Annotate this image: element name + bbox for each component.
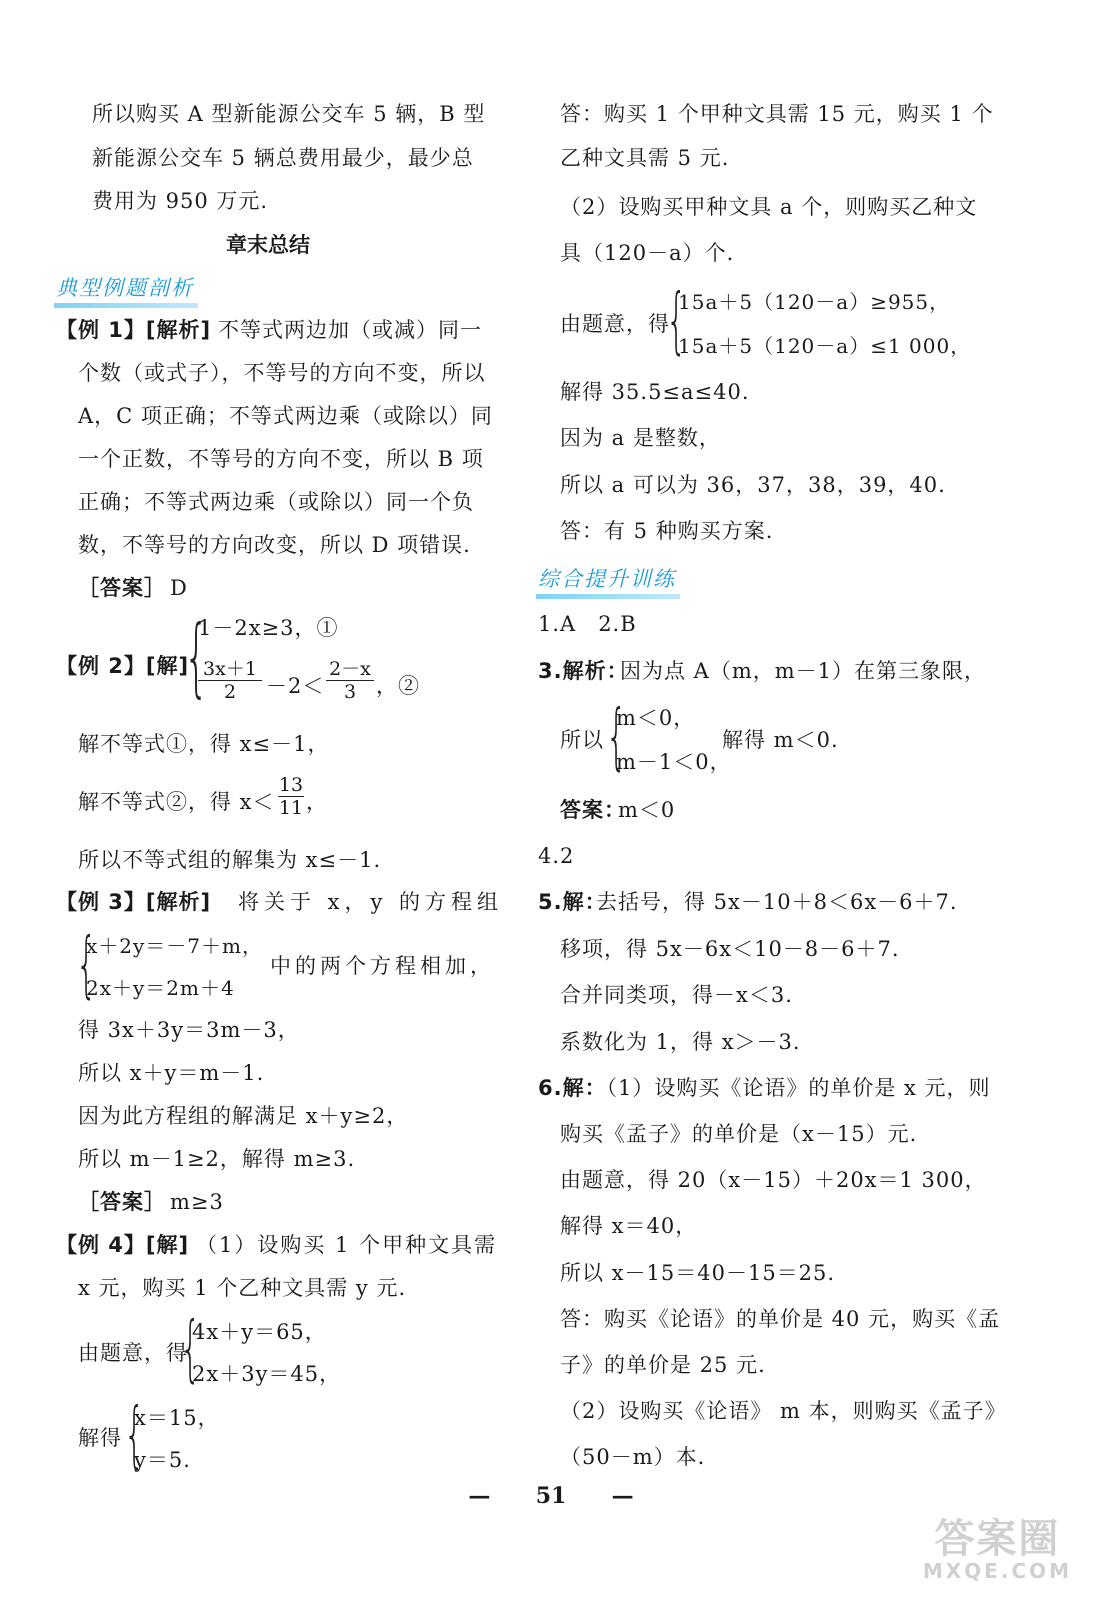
text-line: x 元，购买 1 个乙种文具需 y 元. (78, 1276, 407, 1300)
text-line: （1）设购买 1 个甲种文具需 (196, 1233, 498, 1257)
answer-value: D (170, 576, 188, 600)
text-line: 个数（或式子），不等号的方向不变，所以 (78, 361, 486, 385)
example-label: 【例 2】[解] (56, 654, 190, 678)
text-line: 不等式两边加（或减）同一 (218, 318, 482, 342)
text-line: 解得 x＝40， (560, 1214, 698, 1238)
brace-symbol: { (180, 1306, 201, 1390)
fraction (278, 774, 304, 819)
fraction-numerator: 13 (278, 774, 304, 796)
equation-line: 1－2x≥3，① (198, 616, 339, 640)
text-line: 去括号，得 5x－10＋8＜6x－6＋7. (596, 890, 958, 914)
text-line: 解得 m＜0. (722, 728, 839, 752)
text-line: 所以 x－15＝40－15＝25. (560, 1261, 836, 1285)
page-number-dash: — (611, 1483, 634, 1509)
answer-value: m≥3 (170, 1190, 224, 1214)
page-number (0, 1483, 1102, 1509)
page-number-dash: — (468, 1483, 491, 1509)
text-line: 系数化为 1，得 x＞－3. (560, 1030, 801, 1054)
equation-fragment: ，② (376, 674, 420, 698)
brace-symbol: { (666, 278, 687, 362)
text-line: 解不等式①，得 x≤－1， (78, 732, 330, 756)
text-line: 将关于 x，y 的方程组 (238, 890, 504, 914)
fraction-denominator: 11 (278, 797, 304, 819)
text-line: 具（120－a）个. (560, 241, 735, 265)
text-line: 中的两个方程相加， (270, 954, 495, 978)
text-line: 正确；不等式两边乘（或除以）同一个负 (78, 490, 474, 514)
question-label: 6.解： (538, 1076, 607, 1100)
answer-label: ［答案］ (78, 1190, 166, 1214)
text-line: （2）设购买《论语》 m 本，则购买《孟子》 (560, 1399, 1007, 1423)
question-label: 5.解： (538, 890, 607, 914)
text-line: 新能源公交车 5 辆总费用最少，最少总 (92, 146, 474, 170)
text-line: 子》的单价是 25 元. (560, 1353, 766, 1377)
text-line: 答：有 5 种购买方案. (560, 519, 774, 543)
text-line: （50－m）本. (560, 1445, 706, 1469)
brace-symbol: { (76, 922, 97, 1006)
text-line: 得 3x＋3y＝3m－3， (78, 1018, 300, 1042)
text-line: 由题意，得 (78, 1341, 188, 1365)
section-heading: 典型例题剖析 (56, 272, 194, 302)
text-line: （2）设购买甲种文具 a 个，则购买乙种文 (560, 195, 978, 219)
equation-line: x＋2y＝－7＋m， (86, 934, 263, 958)
answer-label: ［答案］ (78, 576, 166, 600)
example-label: 【例 3】[解析] (56, 890, 212, 914)
equation-line: 2x＋y＝2m＋4 (86, 976, 235, 1000)
fraction-numerator: 3x＋1 (203, 658, 257, 680)
fraction-denominator: 2 (198, 680, 262, 703)
text-line: 费用为 950 万元. (92, 189, 269, 213)
equation-line: x＝15， (134, 1406, 220, 1430)
text-line: 答：购买 1 个甲种文具需 15 元，购买 1 个 (560, 102, 994, 126)
text-line: 合并同类项，得－x＜3. (560, 983, 793, 1007)
equation-line: m－1＜0， (616, 750, 732, 774)
text-line: 4.2 (538, 844, 575, 868)
example-label: 【例 4】[解] (56, 1233, 190, 1257)
text-line: 所以 a 可以为 36，37，38，39，40. (560, 473, 946, 497)
watermark-top: 答案圈 (934, 1516, 1061, 1562)
equation-line: 2x＋3y＝45， (192, 1362, 342, 1386)
text-line: 由题意，得 (560, 312, 670, 336)
watermark-bottom: MXQE.COM (922, 1559, 1072, 1583)
text-line: 移项，得 5x－6x＜10－8－6＋7. (560, 937, 900, 961)
equation-fragment: －2＜ (266, 674, 325, 698)
text-line: 解得 (78, 1426, 122, 1450)
fraction-denominator: 3 (326, 680, 374, 703)
text-line: A，C 项正确；不等式两边乘（或除以）同 (78, 404, 493, 428)
text-line: 答：购买《论语》的单价是 40 元，购买《孟 (560, 1307, 1001, 1331)
equation-line: 15a＋5（120－a）≥955， (678, 290, 951, 314)
watermark-logo (923, 1518, 1072, 1582)
fraction-numerator: 2－x (329, 658, 371, 680)
equation-line: 15a＋5（120－a）≤1 000， (678, 334, 972, 358)
text-line: 所以 x＋y＝m－1. (78, 1061, 265, 1085)
text-line: 所以不等式组的解集为 x≤－1. (78, 848, 382, 872)
text-line: 购买《孟子》的单价是（x－15）元. (560, 1122, 918, 1146)
text-line: 因为此方程组的解满足 x＋y≥2， (78, 1104, 409, 1128)
text-line: （1）设购买《论语》的单价是 x 元，则 (596, 1076, 991, 1100)
text-line: 由题意，得 20（x－15）＋20x＝1 300， (560, 1168, 987, 1192)
text-line: 一个正数，不等号的方向不变，所以 B 项 (78, 447, 484, 471)
text-line: 乙种文具需 5 元. (560, 146, 730, 170)
chapter-title: 章末总结 (226, 233, 310, 257)
text-line: 数，不等号的方向改变，所以 D 项错误. (78, 533, 471, 557)
text-line: 所以 m－1≥2，解得 m≥3. (78, 1147, 356, 1171)
example-label: 【例 1】[解析] (56, 318, 212, 342)
text-line: 因为 a 是整数， (560, 426, 721, 450)
text-line: 所以 (560, 728, 604, 752)
brace-symbol: { (184, 607, 209, 707)
text-line: 因为点 A（m，m－1）在第三象限， (620, 659, 987, 683)
fraction (198, 658, 262, 703)
brace-symbol: { (124, 1392, 145, 1476)
fraction (326, 658, 374, 703)
equation-fragment: ， (306, 790, 328, 814)
equation-line: 4x＋y＝65， (192, 1320, 327, 1344)
brace-symbol: { (606, 694, 627, 778)
question-label: 3.解析： (538, 659, 629, 683)
text-line: 1.A 2.B (538, 612, 637, 636)
text-line: 解得 35.5≤a≤40. (560, 380, 750, 404)
section-heading: 综合提升训练 (538, 563, 676, 593)
text-line: 所以购买 A 型新能源公交车 5 辆，B 型 (92, 102, 486, 126)
equation-line: m＜0， (616, 706, 696, 730)
text-line: 解不等式②，得 x＜ (78, 790, 275, 814)
equation-line: y＝5. (134, 1448, 191, 1472)
answer-value: m＜0 (618, 798, 676, 822)
answer-label: 答案： (560, 798, 626, 822)
page-number-value: 51 (535, 1483, 567, 1509)
